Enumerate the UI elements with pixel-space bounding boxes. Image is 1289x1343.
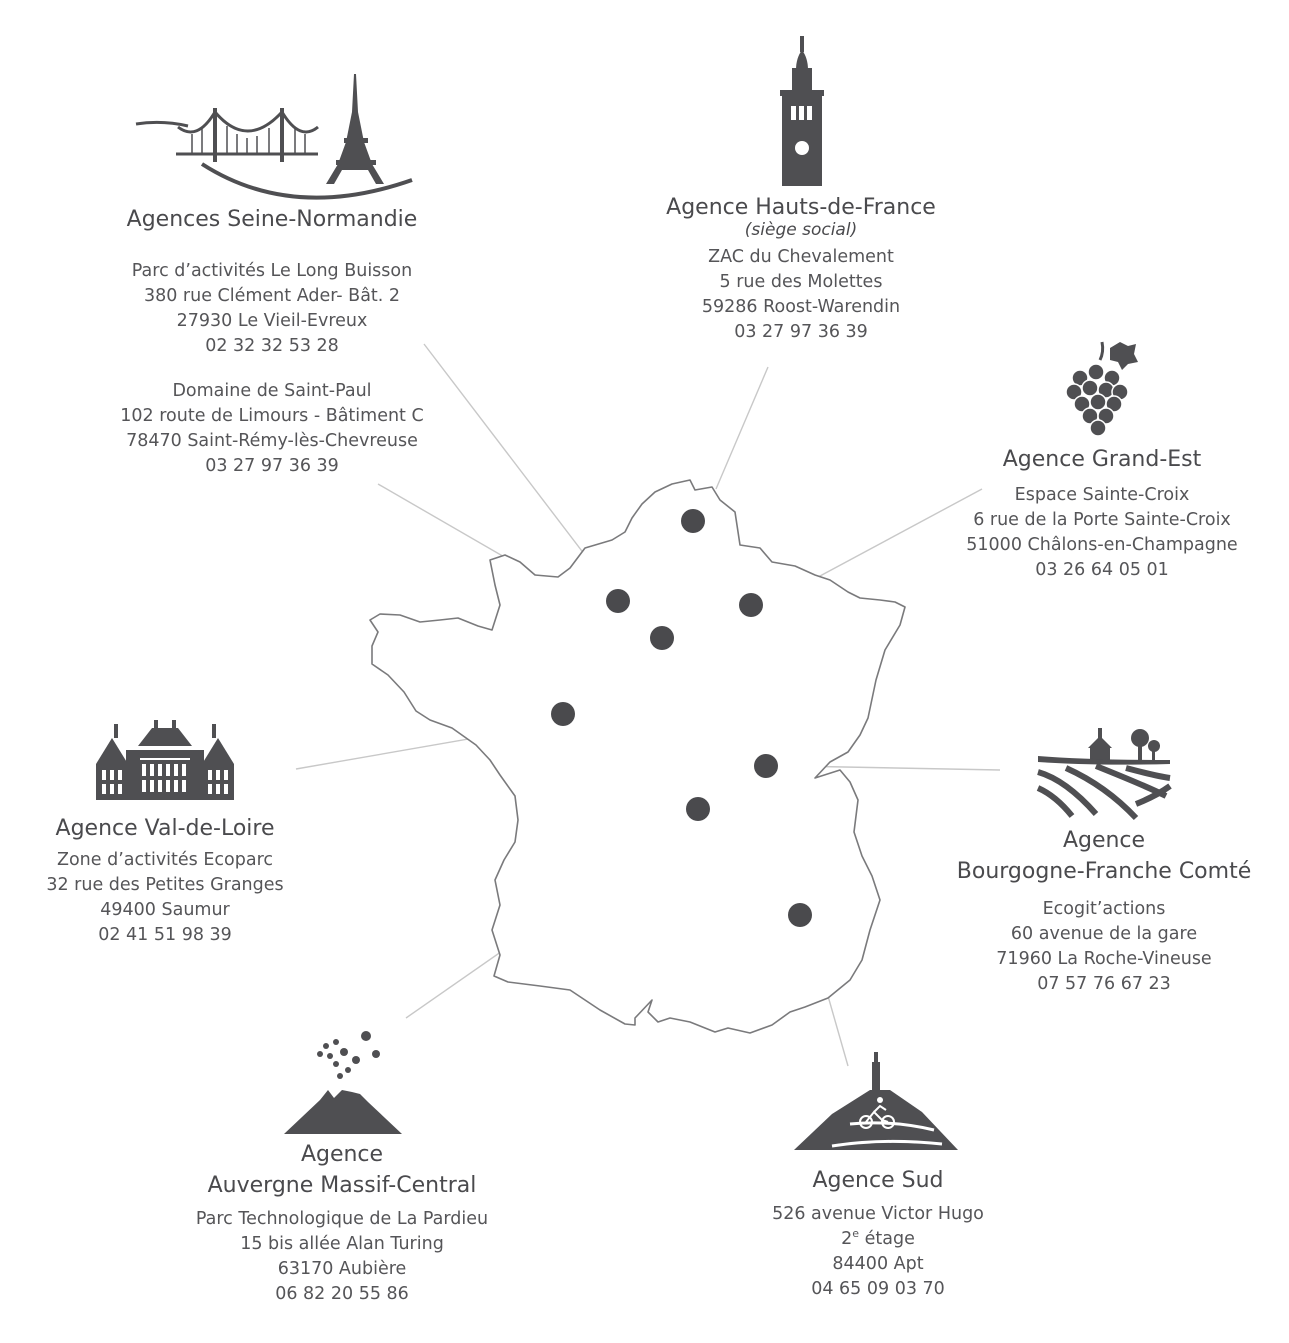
location-dot-auvergne — [686, 797, 710, 821]
floor-number: 2 — [841, 1229, 853, 1249]
address-line: 63170 Aubière — [277, 1259, 407, 1279]
address-line: Parc Technologique de La Pardieu — [195, 1209, 489, 1229]
phone-number: 06 82 20 55 86 — [275, 1284, 409, 1304]
agency-title-line1: Agence — [1062, 828, 1146, 853]
agency-auvergne-massif-central — [172, 1139, 512, 1307]
address-line: 60 avenue de la gare — [1010, 924, 1198, 944]
location-dot-val-de-loire — [551, 702, 575, 726]
agency-sud — [738, 1165, 1018, 1302]
agency-subtitle: (siège social) — [744, 220, 858, 240]
agency-title: Agence Sud — [812, 1168, 944, 1193]
grapes-icon — [1064, 338, 1142, 438]
address-line: 59286 Roost-Warendin — [701, 297, 901, 317]
address-line: 32 rue des Petites Granges — [46, 875, 284, 895]
location-dot-bourgogne — [754, 754, 778, 778]
address-line: 380 rue Clément Ader- Bât. 2 — [143, 286, 401, 306]
agency-title: Agence Hauts-de-France — [666, 195, 936, 220]
address-line: 6 rue de la Porte Sainte-Croix — [973, 510, 1231, 530]
connector-hauts-de-france — [716, 367, 768, 489]
address-floor — [738, 1227, 1018, 1252]
address-line: 102 route de Limours - Bâtiment C — [120, 406, 424, 426]
address-line: 526 avenue Victor Hugo — [772, 1204, 984, 1224]
address-line: 49400 Saumur — [100, 900, 230, 920]
address-line: 5 rue des Molettes — [719, 272, 883, 292]
phone-number: 03 27 97 36 39 — [205, 456, 339, 476]
location-dot-grand-est — [739, 593, 763, 617]
agency-bourgogne-franche-comte — [954, 825, 1254, 997]
phone-number: 02 41 51 98 39 — [98, 925, 232, 945]
location-dot-sud — [788, 903, 812, 927]
agency-title: Agence Val-de-Loire — [55, 816, 275, 841]
address-line: 27930 Le Vieil-Evreux — [176, 311, 368, 331]
phone-number: 02 32 32 53 28 — [205, 336, 339, 356]
agency-grand-est — [952, 444, 1252, 583]
phone-number: 07 57 76 67 23 — [1037, 974, 1171, 994]
phone-number: 03 27 97 36 39 — [734, 322, 868, 342]
agency-title-line1: Agence — [300, 1142, 384, 1167]
france-outline — [370, 480, 905, 1033]
location-dot-seine-normandie-2 — [650, 626, 674, 650]
location-dot-seine-normandie-1 — [606, 589, 630, 613]
bridge-eiffel-tower-icon — [132, 72, 417, 202]
agency-val-de-loire — [20, 813, 310, 948]
volcano-icon — [282, 1028, 404, 1136]
address-line: 71960 La Roche-Vineuse — [996, 949, 1212, 969]
agency-hauts-de-france — [641, 192, 961, 345]
vineyard-hills-icon — [1036, 726, 1172, 822]
castle-icon — [94, 720, 236, 800]
address-line: 51000 Châlons-en-Champagne — [966, 535, 1238, 555]
floor-word: étage — [859, 1229, 915, 1249]
address-line: 15 bis allée Alan Turing — [240, 1234, 444, 1254]
mont-ventoux-cyclist-icon — [792, 1050, 960, 1152]
address-line: Domaine de Saint-Paul — [172, 381, 372, 401]
address-line: Espace Sainte-Croix — [1014, 485, 1190, 505]
location-dot-hauts-de-france — [681, 509, 705, 533]
phone-number: 04 65 09 03 70 — [811, 1279, 945, 1299]
agency-title: Agences Seine-Normandie — [126, 207, 418, 232]
address-line: Ecogit’actions — [1042, 899, 1166, 919]
address-line: Zone d’activités Ecoparc — [56, 850, 274, 870]
agency-seine-normandie — [92, 204, 452, 479]
phone-number: 03 26 64 05 01 — [1035, 560, 1169, 580]
belfry-tower-icon — [778, 36, 826, 186]
agency-title-line2: Bourgogne-Franche Comté — [956, 859, 1252, 884]
address-line: ZAC du Chevalement — [708, 247, 894, 267]
floor-ordinal-suffix: e — [852, 1227, 860, 1240]
address-line: 78470 Saint-Rémy-lès-Chevreuse — [126, 431, 418, 451]
address-line: 84400 Apt — [832, 1254, 924, 1274]
agency-title-line2: Auvergne Massif-Central — [207, 1173, 477, 1198]
address-line: Parc d’activités Le Long Buisson — [131, 261, 413, 281]
agency-title: Agence Grand-Est — [1002, 447, 1202, 472]
